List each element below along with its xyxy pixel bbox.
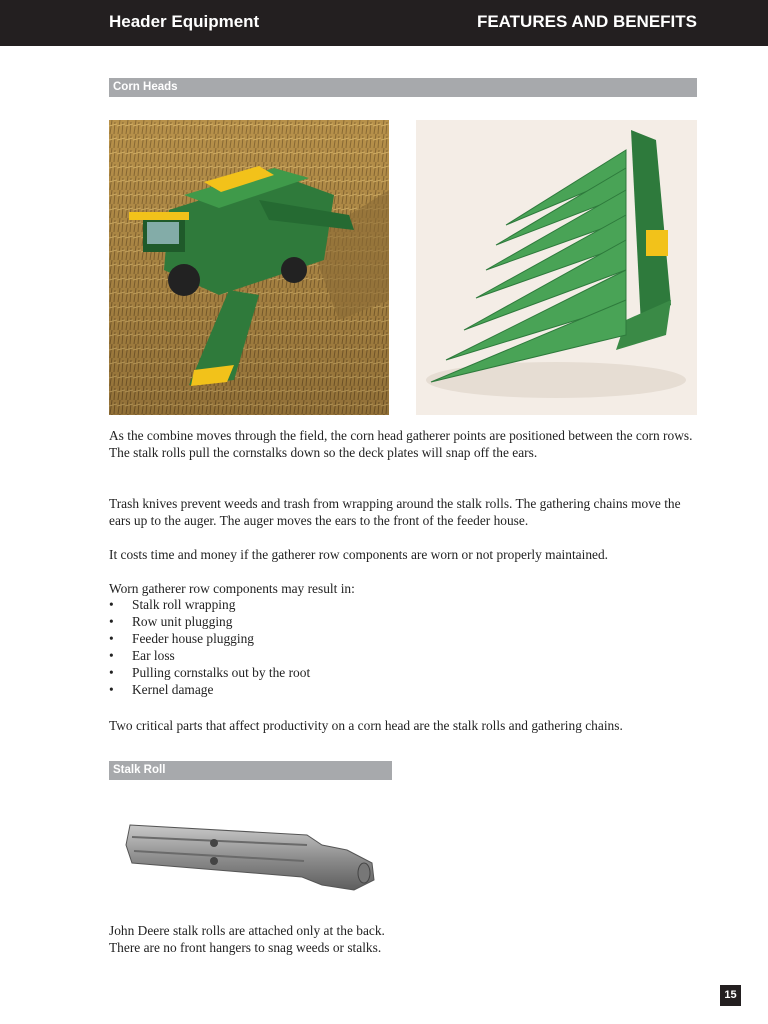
list-item: • Stalk roll wrapping [109,596,310,613]
header-right-title: FEATURES AND BENEFITS [476,12,697,31]
section-heading-stalk-roll: Stalk Roll [109,761,392,780]
list-item: • Row unit plugging [109,613,310,630]
worn-components-list [109,596,310,698]
header-left-title: Header Equipment [109,12,260,31]
caption-line-1: John Deere stalk rolls are attached only at the back. [109,923,385,938]
section-heading-corn-heads: Corn Heads [109,78,697,97]
caption-line-2: There are no front hangers to snag weeds or stalks. [109,940,382,955]
corn-heads-paragraph-4: Two critical parts that affect productivity on a corn head are the stalk rolls and gathering chains. [109,718,623,733]
corn-heads-paragraph-3: It costs time and money if the gatherer row components are worn or not properly maintained. [109,547,609,562]
corn-heads-paragraph-1: As the combine moves through the field, the corn head gatherer points are positioned between the corn rows. The stalk rolls pull the cornstalks down so the deck plates will snap off the ears. [109,428,693,460]
page-number: 15 [720,985,741,1006]
list-intro: Worn gatherer row components may result in: [109,581,355,596]
combine-in-cornfield-image [109,120,389,415]
corn-heads-paragraph-2: Trash knives prevent weeds and trash from wrapping around the stalk rolls. The gathering chains move the ears up to the auger. The auger moves the ears to the front of the feeder house. [109,496,681,528]
list-item: • Feeder house plugging [109,630,310,647]
stalk-roll-caption [109,922,699,956]
list-item: • Kernel damage [109,681,310,698]
page-header [0,0,768,46]
list-item: • Pulling cornstalks out by the root [109,664,310,681]
stalk-roll-image [122,805,382,900]
list-item: • Ear loss [109,647,310,664]
corn-head-image [416,120,697,415]
